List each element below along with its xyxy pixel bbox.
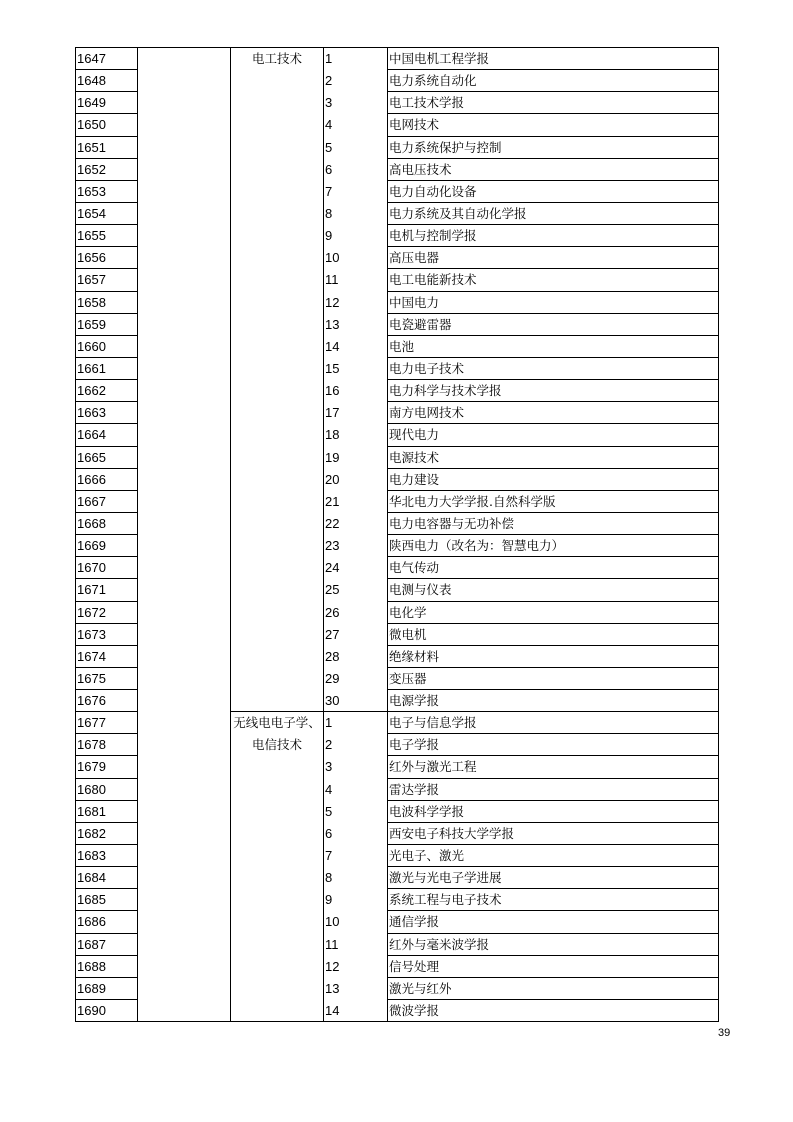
table-row [75, 579, 719, 600]
serial-number-cell: 1657 [77, 272, 106, 287]
table-row [75, 734, 719, 755]
rank-cell: 11 [325, 937, 339, 952]
journal-table [75, 47, 719, 1022]
journal-name-cell: 通信学报 [389, 914, 440, 929]
table-row [75, 889, 719, 910]
table-row [75, 203, 719, 224]
rank-cell: 25 [325, 582, 340, 597]
journal-name-cell: 高电压技术 [389, 162, 452, 177]
table-row [75, 801, 719, 822]
table-row [75, 756, 719, 777]
rank-cell: 19 [325, 450, 340, 465]
rank-cell: 22 [325, 516, 340, 531]
rank-cell: 18 [325, 427, 340, 442]
journal-name-cell: 激光与红外 [389, 981, 452, 996]
rank-cell: 8 [325, 870, 333, 885]
serial-number-cell: 1674 [77, 649, 106, 664]
table-row [75, 491, 719, 512]
table-row [75, 867, 719, 888]
serial-number-cell: 1662 [77, 383, 106, 398]
journal-name-cell: 中国电力 [389, 295, 440, 310]
table-row [75, 602, 719, 623]
journal-name-cell: 红外与激光工程 [389, 759, 477, 774]
table-row [75, 358, 719, 379]
journal-name-cell: 电源学报 [389, 693, 440, 708]
serial-number-cell: 1682 [77, 826, 106, 841]
rank-cell: 10 [325, 914, 340, 929]
category-label-line: 电信技术 [251, 737, 302, 752]
journal-name-cell: 电波科学学报 [389, 804, 465, 819]
rank-cell: 8 [325, 206, 333, 221]
serial-number-cell: 1672 [77, 605, 106, 620]
table-row [75, 513, 719, 534]
page-number: 39 [718, 1027, 731, 1039]
category-label [231, 712, 323, 756]
serial-number-cell: 1678 [77, 737, 106, 752]
serial-number-cell: 1676 [77, 693, 106, 708]
serial-number-cell: 1688 [77, 959, 106, 974]
rank-cell: 21 [325, 494, 340, 509]
table-row [75, 292, 719, 313]
journal-name-cell: 光电子、激光 [389, 848, 465, 863]
rank-cell: 12 [325, 295, 340, 310]
table-row [75, 690, 719, 711]
table-row [75, 92, 719, 113]
journal-name-cell: 电力科学与技术学报 [389, 383, 502, 398]
journal-name-cell: 电机与控制学报 [389, 228, 477, 243]
serial-number-cell: 1664 [77, 427, 106, 442]
journal-name-cell: 雷达学报 [389, 782, 440, 797]
serial-number-cell: 1656 [77, 250, 106, 265]
rank-cell: 9 [325, 228, 333, 243]
table-row [75, 225, 719, 246]
serial-number-cell: 1689 [77, 981, 106, 996]
journal-name-cell: 电池 [389, 339, 415, 354]
serial-number-cell: 1652 [77, 162, 106, 177]
table-row [75, 535, 719, 556]
rank-cell: 1 [325, 51, 333, 66]
serial-number-cell: 1667 [77, 494, 106, 509]
rank-cell: 5 [325, 804, 333, 819]
rank-cell: 12 [325, 959, 340, 974]
rank-cell: 17 [325, 405, 340, 420]
table-row [75, 779, 719, 800]
journal-name-cell: 电力电子技术 [389, 361, 465, 376]
journal-name-cell: 电力系统保护与控制 [389, 140, 502, 155]
journal-name-cell: 电工技术学报 [389, 95, 465, 110]
table-row [75, 402, 719, 423]
table-row [75, 314, 719, 335]
table-row [75, 1000, 719, 1021]
journal-name-cell: 现代电力 [389, 427, 440, 442]
rank-cell: 14 [325, 1003, 340, 1018]
rank-cell: 6 [325, 162, 333, 177]
table-row [75, 247, 719, 268]
serial-number-cell: 1649 [77, 95, 106, 110]
table-row [75, 114, 719, 135]
table-row [75, 159, 719, 180]
rank-cell: 15 [325, 361, 340, 376]
serial-number-cell: 1668 [77, 516, 106, 531]
journal-name-cell: 电力系统及其自动化学报 [389, 206, 527, 221]
table-row [75, 712, 719, 733]
journal-name-cell: 南方电网技术 [389, 405, 465, 420]
rank-cell: 2 [325, 737, 333, 752]
rank-cell: 23 [325, 538, 340, 553]
table-row [75, 823, 719, 844]
journal-name-cell: 陕西电力（改名为：智慧电力） [389, 538, 565, 553]
serial-number-cell: 1675 [77, 671, 106, 686]
serial-number-cell: 1665 [77, 450, 106, 465]
journal-name-cell: 电气传动 [389, 560, 440, 575]
rank-cell: 16 [325, 383, 340, 398]
journal-name-cell: 电网技术 [389, 117, 440, 132]
table-row [75, 469, 719, 490]
rank-cell: 13 [325, 317, 340, 332]
serial-number-cell: 1680 [77, 782, 106, 797]
table-row [75, 336, 719, 357]
table-row [75, 380, 719, 401]
rank-cell: 30 [325, 693, 340, 708]
journal-name-cell: 电测与仪表 [389, 582, 452, 597]
serial-number-cell: 1687 [77, 937, 106, 952]
journal-name-cell: 电源技术 [389, 450, 440, 465]
category-label [231, 48, 323, 70]
journal-name-cell: 微波学报 [389, 1003, 440, 1018]
serial-number-cell: 1651 [77, 140, 106, 155]
rank-cell: 24 [325, 560, 340, 575]
table-row [75, 181, 719, 202]
serial-number-cell: 1658 [77, 295, 106, 310]
journal-name-cell: 变压器 [389, 671, 427, 686]
journal-name-cell: 电子学报 [389, 737, 440, 752]
serial-number-cell: 1655 [77, 228, 106, 243]
rank-cell: 5 [325, 140, 333, 155]
journal-name-cell: 中国电机工程学报 [389, 51, 490, 66]
table-row [75, 624, 719, 645]
serial-number-cell: 1690 [77, 1003, 106, 1018]
table-row [75, 557, 719, 578]
rank-cell: 28 [325, 649, 340, 664]
table-row [75, 934, 719, 955]
rank-cell: 6 [325, 826, 333, 841]
journal-name-cell: 电化学 [389, 605, 427, 620]
serial-number-cell: 1666 [77, 472, 106, 487]
serial-number-cell: 1671 [77, 582, 106, 597]
serial-number-cell: 1669 [77, 538, 106, 553]
category-label-line: 电工技术 [251, 51, 302, 66]
serial-number-cell: 1685 [77, 892, 106, 907]
rank-cell: 4 [325, 782, 333, 797]
serial-number-cell: 1653 [77, 184, 106, 199]
serial-number-cell: 1681 [77, 804, 106, 819]
journal-name-cell: 电工电能新技术 [389, 272, 477, 287]
serial-number-cell: 1648 [77, 73, 106, 88]
serial-number-cell: 1647 [77, 51, 106, 66]
journal-name-cell: 微电机 [389, 627, 427, 642]
journal-name-cell: 红外与毫米波学报 [389, 937, 490, 952]
journal-name-cell: 系统工程与电子技术 [389, 892, 502, 907]
journal-name-cell: 电子与信息学报 [389, 715, 477, 730]
table-row [75, 447, 719, 468]
serial-number-cell: 1684 [77, 870, 106, 885]
rank-cell: 3 [325, 95, 333, 110]
serial-number-cell: 1677 [77, 715, 106, 730]
table-row [75, 978, 719, 999]
serial-number-cell: 1670 [77, 560, 106, 575]
rank-cell: 27 [325, 627, 340, 642]
rank-cell: 4 [325, 117, 333, 132]
journal-name-cell: 绝缘材料 [389, 649, 440, 664]
rank-cell: 11 [325, 272, 339, 287]
table-row [75, 911, 719, 932]
rank-cell: 20 [325, 472, 340, 487]
journal-name-cell: 西安电子科技大学学报 [389, 826, 515, 841]
table-row [75, 70, 719, 91]
serial-number-cell: 1654 [77, 206, 106, 221]
journal-name-cell: 华北电力大学学报.自然科学版 [389, 494, 556, 509]
journal-name-cell: 电瓷避雷器 [389, 317, 452, 332]
table-row [75, 668, 719, 689]
rank-cell: 29 [325, 671, 340, 686]
serial-number-cell: 1661 [77, 361, 106, 376]
category-label-line: 无线电电子学、 [233, 715, 321, 730]
rank-cell: 1 [325, 715, 333, 730]
journal-name-cell: 激光与光电子学进展 [389, 870, 502, 885]
journal-name-cell: 电力系统自动化 [389, 73, 477, 88]
serial-number-cell: 1659 [77, 317, 106, 332]
rank-cell: 2 [325, 73, 333, 88]
journal-name-cell: 信号处理 [389, 959, 440, 974]
serial-number-cell: 1679 [77, 759, 106, 774]
rank-cell: 26 [325, 605, 340, 620]
serial-number-cell: 1660 [77, 339, 106, 354]
serial-number-cell: 1650 [77, 117, 106, 132]
table-row [75, 269, 719, 290]
serial-number-cell: 1663 [77, 405, 106, 420]
rank-cell: 7 [325, 848, 333, 863]
rank-cell: 9 [325, 892, 333, 907]
table-row [75, 137, 719, 158]
table-row [75, 646, 719, 667]
table-row [75, 48, 719, 69]
rank-cell: 13 [325, 981, 340, 996]
table-row [75, 845, 719, 866]
journal-name-cell: 电力自动化设备 [389, 184, 477, 199]
rank-cell: 7 [325, 184, 333, 199]
table-row [75, 956, 719, 977]
serial-number-cell: 1673 [77, 627, 106, 642]
serial-number-cell: 1686 [77, 914, 106, 929]
rank-cell: 10 [325, 250, 340, 265]
journal-name-cell: 电力电容器与无功补偿 [389, 516, 515, 531]
serial-number-cell: 1683 [77, 848, 106, 863]
journal-name-cell: 电力建设 [389, 472, 440, 487]
rank-cell: 3 [325, 759, 333, 774]
journal-name-cell: 高压电器 [389, 250, 440, 265]
rank-cell: 14 [325, 339, 340, 354]
table-row [75, 424, 719, 445]
